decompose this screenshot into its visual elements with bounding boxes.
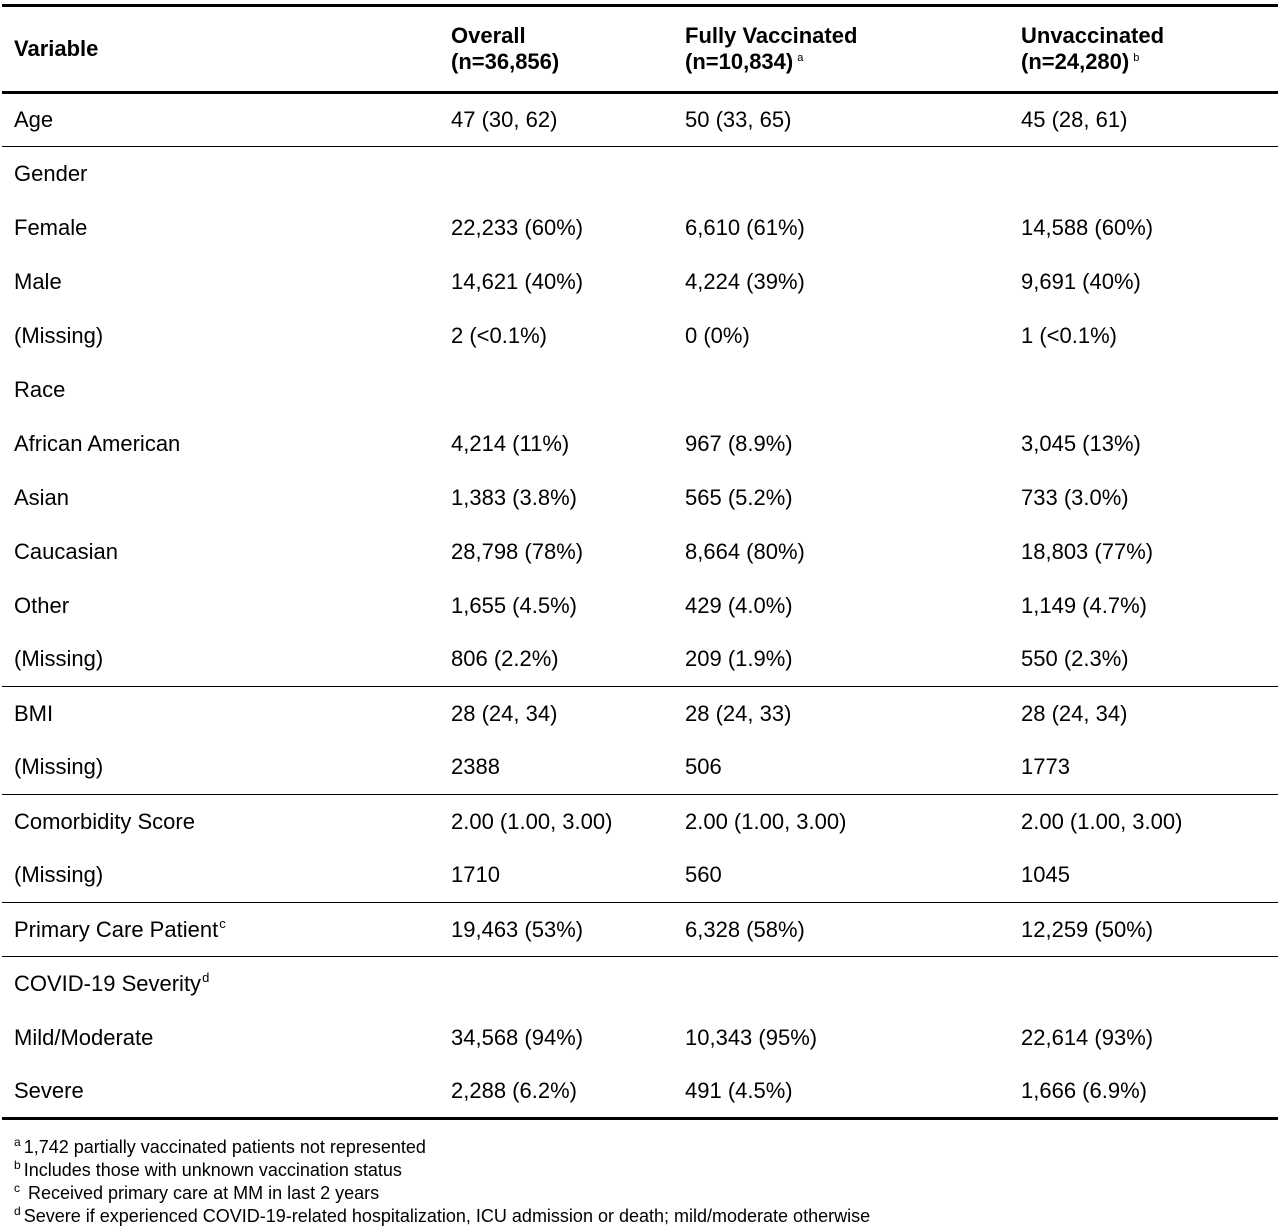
row-label: Age	[14, 107, 54, 132]
cell-overall: 2 (<0.1%)	[451, 322, 547, 348]
cell-overall: 1710	[451, 862, 500, 888]
table-row-other	[2, 579, 1278, 633]
table-row-comorbidity	[2, 795, 1278, 849]
row-label: Caucasian	[14, 538, 118, 564]
row-label: Asian	[14, 484, 70, 510]
header-unvaccinated: Unvaccinated (n=24,280) $^b$	[1021, 23, 1165, 74]
table-row-bmi-missing	[2, 741, 1278, 795]
cell-unvaccinated: 1773	[1021, 754, 1070, 780]
table-row-gender	[2, 147, 1278, 201]
row-label: (Missing)	[14, 322, 104, 348]
cell-overall: 2,288 (6.2%)	[451, 1077, 577, 1103]
cell-overall: 1,383 (3.8%)	[451, 484, 577, 510]
header-row	[2, 6, 1278, 93]
table-row-bmi	[2, 687, 1278, 741]
cell-vaccinated: 10,343 (95%)	[685, 1024, 818, 1050]
cell-unvaccinated: 2.00 (1.00, 3.00)	[1021, 808, 1183, 834]
cell-overall: 28,798 (78%)	[451, 538, 584, 564]
cell-unvaccinated: 1045	[1021, 862, 1070, 888]
table-row-severe	[2, 1065, 1278, 1119]
row-label: Other	[14, 592, 70, 618]
cell-overall: 806 (2.2%)	[451, 646, 559, 672]
cell-vaccinated: 2.00 (1.00, 3.00)	[685, 808, 847, 834]
footnote-mark-b: b	[1133, 51, 1140, 64]
cell-unvaccinated: 9,691 (40%)	[1021, 268, 1141, 294]
row-label: (Missing)	[14, 754, 104, 780]
footnote-mark-a: a	[797, 51, 804, 64]
demographics-table	[2, 4, 1278, 1120]
table-row-age	[2, 93, 1278, 147]
row-label: BMI	[14, 700, 54, 726]
table-row-female	[2, 201, 1278, 255]
cell-vaccinated: 209 (1.9%)	[685, 646, 793, 672]
row-label: (Missing)	[14, 862, 104, 888]
row-label: Comorbidity Score	[14, 808, 195, 834]
table-row-comorbidity-missing	[2, 849, 1278, 903]
cell-unvaccinated: 1 (<0.1%)	[1021, 322, 1117, 348]
cell-overall: 2.00 (1.00, 3.00)	[451, 808, 613, 834]
cell-overall: 22,233 (60%)	[451, 214, 584, 240]
cell-overall: 28 (24, 34)	[451, 700, 558, 726]
row-label: Mild/Moderate	[14, 1024, 154, 1050]
footnotes	[14, 1136, 870, 1228]
cell-vaccinated: 491 (4.5%)	[685, 1077, 793, 1103]
footnote-d: $^d$ Severe if experienced COVID-19-related hospitalization, ICU admission or death; mild/moderate otherwise	[14, 1204, 871, 1226]
footnote-c: $^c$ Received primary care at MM in last 2 years	[14, 1181, 380, 1203]
cell-unvaccinated: 45 (28, 61)	[1021, 107, 1128, 132]
cell-unvaccinated: 3,045 (13%)	[1021, 430, 1141, 456]
table-row-gender-missing	[2, 309, 1278, 363]
header-vaccinated: Fully Vaccinated (n=10,834) $^a$	[685, 23, 858, 74]
cell-unvaccinated: 18,803 (77%)	[1021, 538, 1154, 564]
table-row-asian	[2, 471, 1278, 525]
footnote-mark-c: c	[219, 916, 226, 932]
cell-vaccinated: 506	[685, 754, 722, 780]
cell-unvaccinated: 1,149 (4.7%)	[1021, 592, 1147, 618]
cell-vaccinated: 560	[685, 862, 722, 888]
cell-overall: 34,568 (94%)	[451, 1024, 584, 1050]
row-label: Primary Care Patient$^c$	[14, 916, 226, 942]
cell-vaccinated: 6,328 (58%)	[685, 916, 805, 942]
footnote-b: $^b$ Includes those with unknown vaccination status	[14, 1158, 402, 1180]
cell-overall: 47 (30, 62)	[451, 107, 558, 132]
cell-unvaccinated: 550 (2.3%)	[1021, 646, 1129, 672]
cell-vaccinated: 50 (33, 65)	[685, 107, 792, 132]
cell-vaccinated: 0 (0%)	[685, 322, 750, 348]
cell-unvaccinated: 14,588 (60%)	[1021, 214, 1154, 240]
table-row-male	[2, 255, 1278, 309]
cell-vaccinated: 6,610 (61%)	[685, 214, 805, 240]
row-label: Gender	[14, 160, 88, 186]
row-label: African American	[14, 430, 181, 456]
cell-vaccinated: 4,224 (39%)	[685, 268, 805, 294]
row-label: Female	[14, 214, 88, 240]
cell-vaccinated: 8,664 (80%)	[685, 538, 805, 564]
cell-unvaccinated: 22,614 (93%)	[1021, 1024, 1154, 1050]
table-row-mild	[2, 1011, 1278, 1065]
table-row-race-missing	[2, 633, 1278, 687]
cell-vaccinated: 28 (24, 33)	[685, 700, 792, 726]
table-row-caucasian	[2, 525, 1278, 579]
table-row-severity	[2, 957, 1278, 1011]
row-label: (Missing)	[14, 646, 104, 672]
header-overall: Overall (n=36,856)	[451, 23, 560, 74]
cell-unvaccinated: 733 (3.0%)	[1021, 484, 1129, 510]
row-label: Race	[14, 376, 66, 402]
cell-vaccinated: 967 (8.9%)	[685, 430, 793, 456]
cell-overall: 14,621 (40%)	[451, 268, 584, 294]
cell-unvaccinated: 28 (24, 34)	[1021, 700, 1128, 726]
row-label: Severe	[14, 1077, 84, 1103]
cell-overall: 19,463 (53%)	[451, 916, 584, 942]
cell-overall: 4,214 (11%)	[451, 430, 570, 456]
row-label: COVID-19 Severity$^d$	[14, 970, 210, 996]
cell-overall: 2388	[451, 754, 500, 780]
table-row-race	[2, 363, 1278, 417]
table-row-african-american	[2, 417, 1278, 471]
cell-unvaccinated: 1,666 (6.9%)	[1021, 1077, 1147, 1103]
row-label: Male	[14, 268, 62, 294]
footnote-a: $^a$ 1,742 partially vaccinated patients not represented	[14, 1135, 426, 1157]
cell-unvaccinated: 12,259 (50%)	[1021, 916, 1154, 942]
header-variable: Variable	[14, 36, 99, 61]
table-row-primary-care	[2, 903, 1278, 957]
cell-overall: 1,655 (4.5%)	[451, 592, 577, 618]
footnote-mark-d: d	[202, 970, 210, 986]
cell-vaccinated: 565 (5.2%)	[685, 484, 793, 510]
cell-vaccinated: 429 (4.0%)	[685, 592, 793, 618]
